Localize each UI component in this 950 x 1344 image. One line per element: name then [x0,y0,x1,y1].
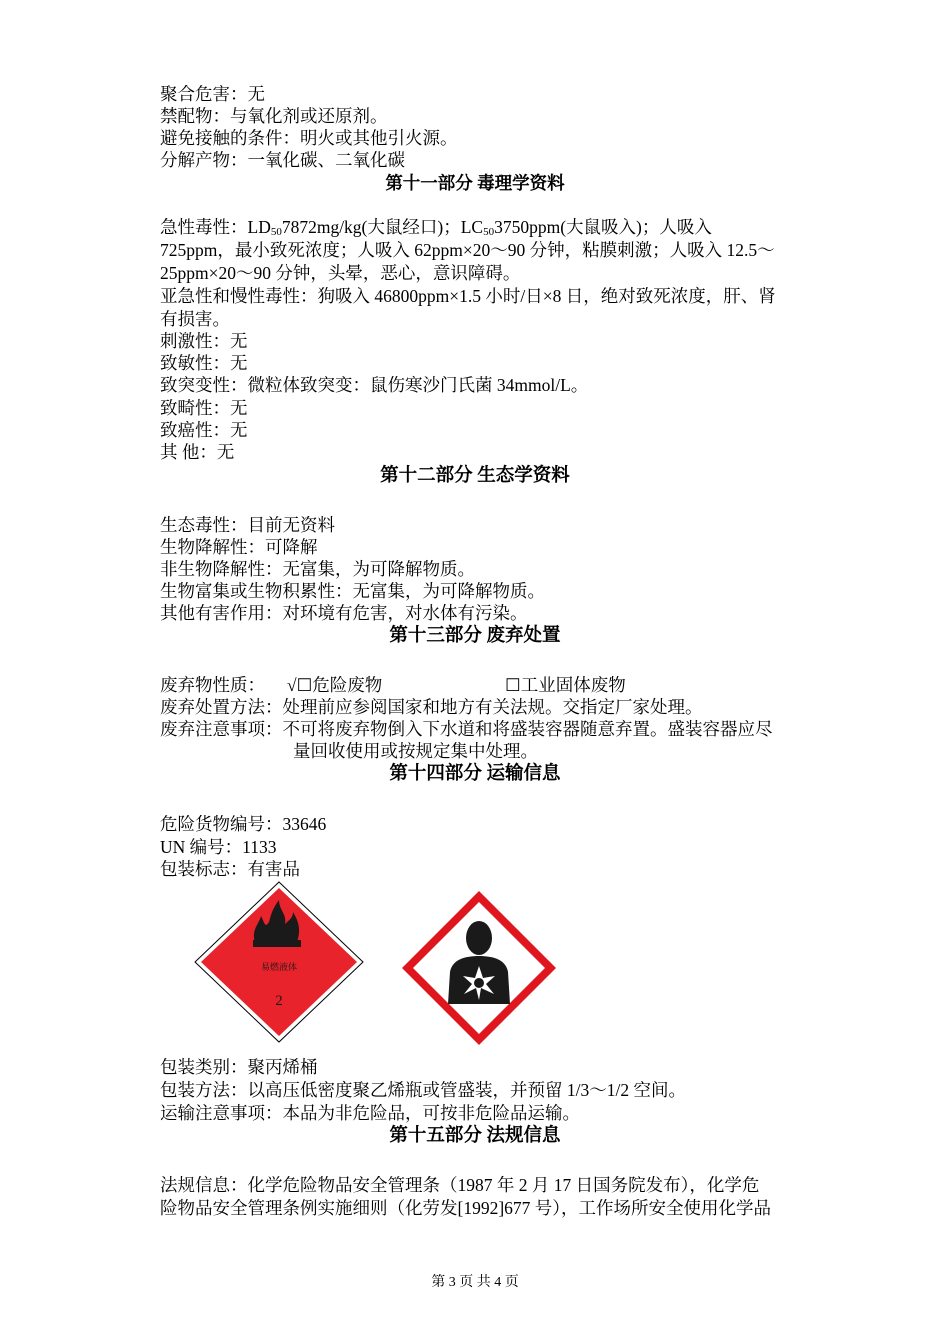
package-mark: 包装标志：有害品 [160,859,300,879]
section-13-heading: 第十三部分 废弃处置 [389,626,561,646]
section-15-heading: 第十五部分 法规信息 [389,1126,561,1146]
polymerization-hazard: 聚合危害：无 [160,84,265,104]
teratogenicity: 致畸性：无 [160,398,248,418]
transport-notes: 运输注意事项：本品为非危险品，可按非危险品运输。 [160,1103,580,1123]
other-toxicity: 其 他：无 [160,442,235,462]
subacute-toxicity-line-2: 有损害。 [160,309,230,329]
mutagenicity: 致突变性：微粒体致突变：鼠伤寒沙门氏菌 34mmol/L。 [160,375,589,395]
health-hazard-icon [398,888,560,1048]
disposal-notes-line-2: 量回收使用或按规定集中处理。 [293,741,538,761]
package-category: 包装类别：聚丙烯桶 [160,1057,318,1077]
section-14-heading: 第十四部分 运输信息 [389,764,561,784]
flammable-label-text: 易燃液体 [260,963,298,973]
un-number: UN 编号：1133 [160,837,277,857]
regulatory-info-line-2: 险物品安全管理条例实施细则（化劳发[1992]677 号），工作场所安全使用化学品 [160,1198,772,1218]
regulatory-info: 法规信息：化学危险物品安全管理条（1987 年 2 月 17 日国务院发布），化学危 [160,1175,760,1195]
conditions-to-avoid: 避免接触的条件：明火或其他引火源。 [160,128,458,148]
acute-toxicity-line-3: 25ppm×20～90 分钟，头晕，恶心，意识障碍。 [160,263,521,283]
section-12-heading: 第十二部分 生态学资料 [380,466,570,486]
biodegradability: 生物降解性：可降解 [160,537,318,557]
non-biodegradability: 非生物降解性：无富集，为可降解物质。 [160,559,475,579]
subacute-toxicity: 亚急性和慢性毒性：狗吸入 46800ppm×1.5 小时/日×8 日，绝对致死浓度，肝、肾 [160,286,776,306]
carcinogenicity: 致癌性：无 [160,420,248,440]
hazardous-waste-option: √☐危险废物 [287,675,383,695]
package-method: 包装方法：以高压低密度聚乙烯瓶或管盛装，并预留 1/3～1/2 空间。 [160,1080,686,1100]
flammable-label-class: 2 [275,993,283,1009]
industrial-waste-option: ☐工业固体废物 [505,675,626,695]
flame-diamond-icon [193,880,365,1044]
disposal-notes: 废弃注意事项：不可将废弃物倒入下水道和将盛装容器随意弃置。盛装容器应尽 [160,719,773,739]
acute-toxicity-line-2: 725ppm，最小致死浓度；人吸入 62ppm×20～90 分钟，粘膜刺激；人吸入 12.5～ [160,240,775,260]
sensitization: 致敏性：无 [160,353,248,373]
waste-nature-label: 废弃物性质： [160,675,265,695]
waste-nature [160,674,626,696]
ecotoxicity: 生态毒性：目前无资料 [160,515,335,535]
disposal-method: 废弃处置方法：处理前应参阅国家和地方有关法规。交指定厂家处理。 [160,697,703,717]
dangerous-goods-number: 危险货物编号：33646 [160,814,327,834]
section-11-heading: 第十一部分 毒理学资料 [385,173,565,193]
other-harmful-effects: 其他有害作用：对环境有危害，对水体有污染。 [160,603,528,623]
decomposition-products: 分解产物：一氧化碳、二氧化碳 [160,150,405,170]
acute-toxicity: 急性毒性：$LD_{50}7872mg/kg$(大鼠经口)；$LC_{50}3750ppm$(大鼠吸入)；人吸入 [160,217,712,238]
incompatible-materials: 禁配物：与氧化剂或还原剂。 [160,106,388,126]
bioaccumulation: 生物富集或生物积累性：无富集，为可降解物质。 [160,581,545,601]
page-footer: 第 3 页 共 4 页 [431,1275,519,1290]
irritation: 刺激性：无 [160,331,248,351]
